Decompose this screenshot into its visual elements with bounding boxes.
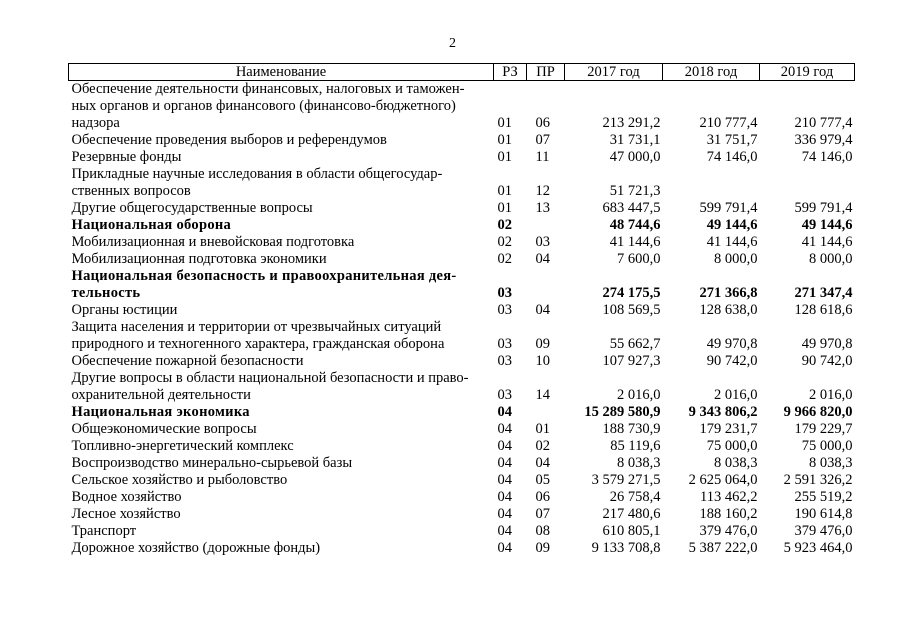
row-pr: 06 bbox=[535, 489, 550, 505]
table-row bbox=[69, 183, 855, 200]
row-value-2018: 90 742,0 bbox=[706, 353, 758, 369]
table-row bbox=[69, 336, 855, 353]
row-pr: 09 bbox=[535, 336, 550, 352]
row-rz bbox=[494, 98, 527, 115]
row-name: Сельское хозяйство и рыболовство bbox=[71, 472, 288, 488]
row-rz: 01 bbox=[497, 200, 512, 216]
row-rz: 01 bbox=[497, 183, 512, 199]
row-value-2018: 2 016,0 bbox=[714, 387, 758, 403]
row-pr bbox=[527, 81, 565, 99]
row-value-2019 bbox=[760, 81, 855, 99]
row-value-2017: 2 016,0 bbox=[617, 387, 661, 403]
row-value-2019: 5 923 464,0 bbox=[783, 540, 853, 556]
row-name: Воспроизводство минерально-сырьевой базы bbox=[71, 455, 353, 471]
row-name: ных органов и органов финансового (финансово-бюджетного) bbox=[71, 98, 456, 114]
row-rz: 04 bbox=[497, 404, 512, 420]
row-pr: 12 bbox=[535, 183, 550, 199]
row-value-2017 bbox=[565, 319, 663, 336]
row-pr bbox=[527, 285, 565, 302]
row-value-2017: 51 721,3 bbox=[609, 183, 661, 199]
row-pr: 05 bbox=[535, 472, 550, 488]
row-value-2017 bbox=[565, 81, 663, 99]
row-value-2018: 49 144,6 bbox=[706, 217, 758, 233]
row-pr: 04 bbox=[535, 455, 550, 471]
row-rz: 03 bbox=[497, 387, 512, 403]
table-row bbox=[69, 370, 855, 387]
row-name: Органы юстиции bbox=[71, 302, 178, 318]
row-name: Мобилизационная подготовка экономики bbox=[71, 251, 327, 267]
table-row bbox=[69, 251, 855, 268]
row-value-2018: 75 000,0 bbox=[706, 438, 758, 454]
row-rz: 04 bbox=[497, 455, 512, 471]
table-row bbox=[69, 404, 855, 421]
row-value-2018: 210 777,4 bbox=[699, 115, 758, 131]
row-value-2017: 8 038,3 bbox=[617, 455, 661, 471]
row-name: Защита населения и территории от чрезвычайных ситуаций bbox=[71, 319, 442, 335]
table-row bbox=[69, 540, 855, 557]
row-value-2019: 8 000,0 bbox=[809, 251, 853, 267]
row-value-2018 bbox=[663, 370, 760, 387]
row-value-2018: 271 366,8 bbox=[699, 285, 758, 301]
row-pr: 07 bbox=[535, 506, 550, 522]
row-rz: 03 bbox=[497, 285, 512, 301]
row-name: Национальная экономика bbox=[71, 404, 250, 420]
row-pr bbox=[527, 268, 565, 285]
row-rz: 01 bbox=[497, 115, 512, 131]
row-value-2019: 49 144,6 bbox=[801, 217, 853, 233]
table-row bbox=[69, 98, 855, 115]
row-value-2019 bbox=[760, 166, 855, 183]
row-name: надзора bbox=[71, 115, 120, 131]
row-name: тельность bbox=[71, 285, 141, 301]
row-value-2019: 190 614,8 bbox=[794, 506, 853, 522]
row-rz bbox=[494, 166, 527, 183]
row-pr bbox=[527, 217, 565, 234]
row-rz: 04 bbox=[497, 506, 512, 522]
table-row bbox=[69, 115, 855, 132]
row-value-2018: 2 625 064,0 bbox=[688, 472, 758, 488]
row-value-2017: 9 133 708,8 bbox=[591, 540, 661, 556]
header-pr: ПР bbox=[527, 64, 565, 81]
row-value-2019: 2 591 326,2 bbox=[783, 472, 853, 488]
row-value-2018: 128 638,0 bbox=[699, 302, 758, 318]
row-value-2017: 213 291,2 bbox=[602, 115, 661, 131]
row-value-2018 bbox=[663, 98, 760, 115]
row-value-2018 bbox=[663, 183, 760, 200]
table-row bbox=[69, 438, 855, 455]
row-value-2019: 271 347,4 bbox=[794, 285, 853, 301]
table-row bbox=[69, 387, 855, 404]
table-row bbox=[69, 166, 855, 183]
row-rz: 04 bbox=[497, 472, 512, 488]
row-value-2019: 9 966 820,0 bbox=[783, 404, 853, 420]
row-value-2019: 41 144,6 bbox=[801, 234, 853, 250]
row-name: Лесное хозяйство bbox=[71, 506, 181, 522]
row-value-2019 bbox=[760, 98, 855, 115]
header-name: Наименование bbox=[69, 64, 494, 81]
row-name: Обеспечение деятельности финансовых, налоговых и таможен- bbox=[71, 81, 465, 97]
table-row bbox=[69, 319, 855, 336]
row-value-2017: 683 447,5 bbox=[602, 200, 661, 216]
row-pr: 08 bbox=[535, 523, 550, 539]
row-value-2018 bbox=[663, 319, 760, 336]
row-value-2018: 41 144,6 bbox=[706, 234, 758, 250]
row-value-2018: 31 751,7 bbox=[706, 132, 758, 148]
row-pr: 07 bbox=[535, 132, 550, 148]
row-pr: 13 bbox=[535, 200, 550, 216]
row-rz: 02 bbox=[497, 251, 512, 267]
table-row bbox=[69, 268, 855, 285]
row-name: Транспорт bbox=[71, 523, 137, 539]
row-rz: 04 bbox=[497, 489, 512, 505]
row-value-2019: 128 618,6 bbox=[794, 302, 853, 318]
table-row bbox=[69, 234, 855, 251]
row-value-2018: 188 160,2 bbox=[699, 506, 758, 522]
row-value-2019 bbox=[760, 268, 855, 285]
row-pr: 11 bbox=[535, 149, 550, 165]
row-value-2018: 113 462,2 bbox=[700, 489, 758, 505]
row-value-2018: 74 146,0 bbox=[706, 149, 758, 165]
row-pr: 03 bbox=[535, 234, 550, 250]
row-name: Другие общегосударственные вопросы bbox=[71, 200, 313, 216]
table-row bbox=[69, 523, 855, 540]
header-rz: РЗ bbox=[494, 64, 527, 81]
row-value-2017: 7 600,0 bbox=[617, 251, 661, 267]
header-2019: 2019 год bbox=[760, 64, 855, 81]
row-value-2018 bbox=[663, 166, 760, 183]
row-value-2018: 599 791,4 bbox=[699, 200, 758, 216]
table-header bbox=[69, 64, 855, 81]
table-row bbox=[69, 489, 855, 506]
row-name: Национальная безопасность и правоохранительная дея- bbox=[71, 268, 457, 284]
header-row bbox=[69, 64, 855, 81]
row-value-2019: 210 777,4 bbox=[794, 115, 853, 131]
table-row bbox=[69, 506, 855, 523]
row-value-2019: 49 970,8 bbox=[801, 336, 853, 352]
row-value-2019: 90 742,0 bbox=[801, 353, 853, 369]
row-value-2017: 274 175,5 bbox=[602, 285, 661, 301]
row-value-2019: 74 146,0 bbox=[801, 149, 853, 165]
row-rz: 03 bbox=[497, 302, 512, 318]
row-value-2017: 217 480,6 bbox=[602, 506, 661, 522]
row-pr: 01 bbox=[535, 421, 550, 437]
row-value-2019: 379 476,0 bbox=[794, 523, 853, 539]
row-value-2019 bbox=[760, 370, 855, 387]
row-value-2018: 8 038,3 bbox=[714, 455, 758, 471]
row-value-2017: 47 000,0 bbox=[609, 149, 661, 165]
row-value-2018: 179 231,7 bbox=[699, 421, 758, 437]
row-pr bbox=[527, 166, 565, 183]
row-pr: 04 bbox=[535, 302, 550, 318]
row-value-2019: 75 000,0 bbox=[801, 438, 853, 454]
row-value-2019: 599 791,4 bbox=[794, 200, 853, 216]
header-2018: 2018 год bbox=[663, 64, 760, 81]
header-2017: 2017 год bbox=[565, 64, 663, 81]
row-pr: 02 bbox=[535, 438, 550, 454]
table-row bbox=[69, 217, 855, 234]
row-rz: 02 bbox=[497, 234, 512, 250]
row-pr: 06 bbox=[535, 115, 550, 131]
row-value-2018: 5 387 222,0 bbox=[688, 540, 758, 556]
row-pr bbox=[527, 319, 565, 336]
page-number: 2 bbox=[449, 36, 456, 51]
row-pr bbox=[527, 370, 565, 387]
row-value-2017 bbox=[565, 370, 663, 387]
row-value-2019: 255 519,2 bbox=[794, 489, 853, 505]
row-rz bbox=[494, 319, 527, 336]
row-value-2018: 8 000,0 bbox=[714, 251, 758, 267]
table-row bbox=[69, 472, 855, 489]
row-value-2019: 179 229,7 bbox=[794, 421, 853, 437]
row-rz: 03 bbox=[497, 353, 512, 369]
row-value-2017: 55 662,7 bbox=[609, 336, 661, 352]
table-body bbox=[69, 81, 855, 558]
row-rz: 04 bbox=[497, 438, 512, 454]
row-rz bbox=[494, 81, 527, 99]
row-name: ственных вопросов bbox=[71, 183, 191, 199]
row-name: Общеэкономические вопросы bbox=[71, 421, 257, 437]
row-name: Другие вопросы в области национальной безопасности и право- bbox=[71, 370, 469, 386]
row-value-2018 bbox=[663, 81, 760, 99]
row-rz bbox=[494, 370, 527, 387]
budget-table bbox=[68, 63, 855, 557]
table-row bbox=[69, 132, 855, 149]
row-rz: 04 bbox=[497, 421, 512, 437]
row-pr: 10 bbox=[535, 353, 550, 369]
table-row bbox=[69, 353, 855, 370]
row-value-2017 bbox=[565, 98, 663, 115]
row-value-2019: 8 038,3 bbox=[809, 455, 853, 471]
table-row bbox=[69, 285, 855, 302]
row-name: Дорожное хозяйство (дорожные фонды) bbox=[71, 540, 321, 556]
row-value-2017: 48 744,6 bbox=[609, 217, 661, 233]
row-rz: 01 bbox=[497, 149, 512, 165]
row-rz: 01 bbox=[497, 132, 512, 148]
row-value-2017: 3 579 271,5 bbox=[591, 472, 661, 488]
table-row bbox=[69, 81, 855, 99]
row-value-2017 bbox=[565, 268, 663, 285]
row-value-2019 bbox=[760, 183, 855, 200]
row-value-2018 bbox=[663, 268, 760, 285]
row-rz: 04 bbox=[497, 523, 512, 539]
row-value-2018: 379 476,0 bbox=[699, 523, 758, 539]
row-value-2017: 610 805,1 bbox=[602, 523, 661, 539]
row-value-2019 bbox=[760, 319, 855, 336]
row-name: природного и техногенного характера, гражданская оборона bbox=[71, 336, 445, 352]
row-name: Водное хозяйство bbox=[71, 489, 182, 505]
row-value-2017: 188 730,9 bbox=[602, 421, 661, 437]
row-value-2017: 107 927,3 bbox=[602, 353, 661, 369]
row-value-2018: 49 970,8 bbox=[706, 336, 758, 352]
row-pr: 04 bbox=[535, 251, 550, 267]
row-pr: 09 bbox=[535, 540, 550, 556]
row-name: охранительной деятельности bbox=[71, 387, 251, 403]
row-name: Топливно-энергетический комплекс bbox=[71, 438, 294, 454]
row-value-2018: 9 343 806,2 bbox=[688, 404, 758, 420]
row-value-2017 bbox=[565, 166, 663, 183]
row-name: Прикладные научные исследования в области общегосудар- bbox=[71, 166, 443, 182]
row-value-2019: 2 016,0 bbox=[809, 387, 853, 403]
row-value-2017: 85 119,6 bbox=[610, 438, 661, 454]
row-value-2017: 31 731,1 bbox=[609, 132, 661, 148]
row-name: Резервные фонды bbox=[71, 149, 182, 165]
row-rz: 02 bbox=[497, 217, 512, 233]
table-row bbox=[69, 200, 855, 217]
row-name: Обеспечение проведения выборов и референдумов bbox=[71, 132, 387, 148]
table-row bbox=[69, 149, 855, 166]
row-rz: 04 bbox=[497, 540, 512, 556]
row-value-2017: 108 569,5 bbox=[602, 302, 661, 318]
row-pr bbox=[527, 404, 565, 421]
row-rz bbox=[494, 268, 527, 285]
row-value-2017: 41 144,6 bbox=[609, 234, 661, 250]
table-row bbox=[69, 302, 855, 319]
table-row bbox=[69, 455, 855, 472]
row-value-2019: 336 979,4 bbox=[794, 132, 853, 148]
row-value-2017: 26 758,4 bbox=[609, 489, 661, 505]
row-name: Национальная оборона bbox=[71, 217, 232, 233]
row-rz: 03 bbox=[497, 336, 512, 352]
row-name: Обеспечение пожарной безопасности bbox=[71, 353, 304, 369]
row-name: Мобилизационная и вневойсковая подготовка bbox=[71, 234, 355, 250]
row-pr: 14 bbox=[535, 387, 550, 403]
row-pr bbox=[527, 98, 565, 115]
table-row bbox=[69, 421, 855, 438]
row-value-2017: 15 289 580,9 bbox=[584, 404, 661, 420]
